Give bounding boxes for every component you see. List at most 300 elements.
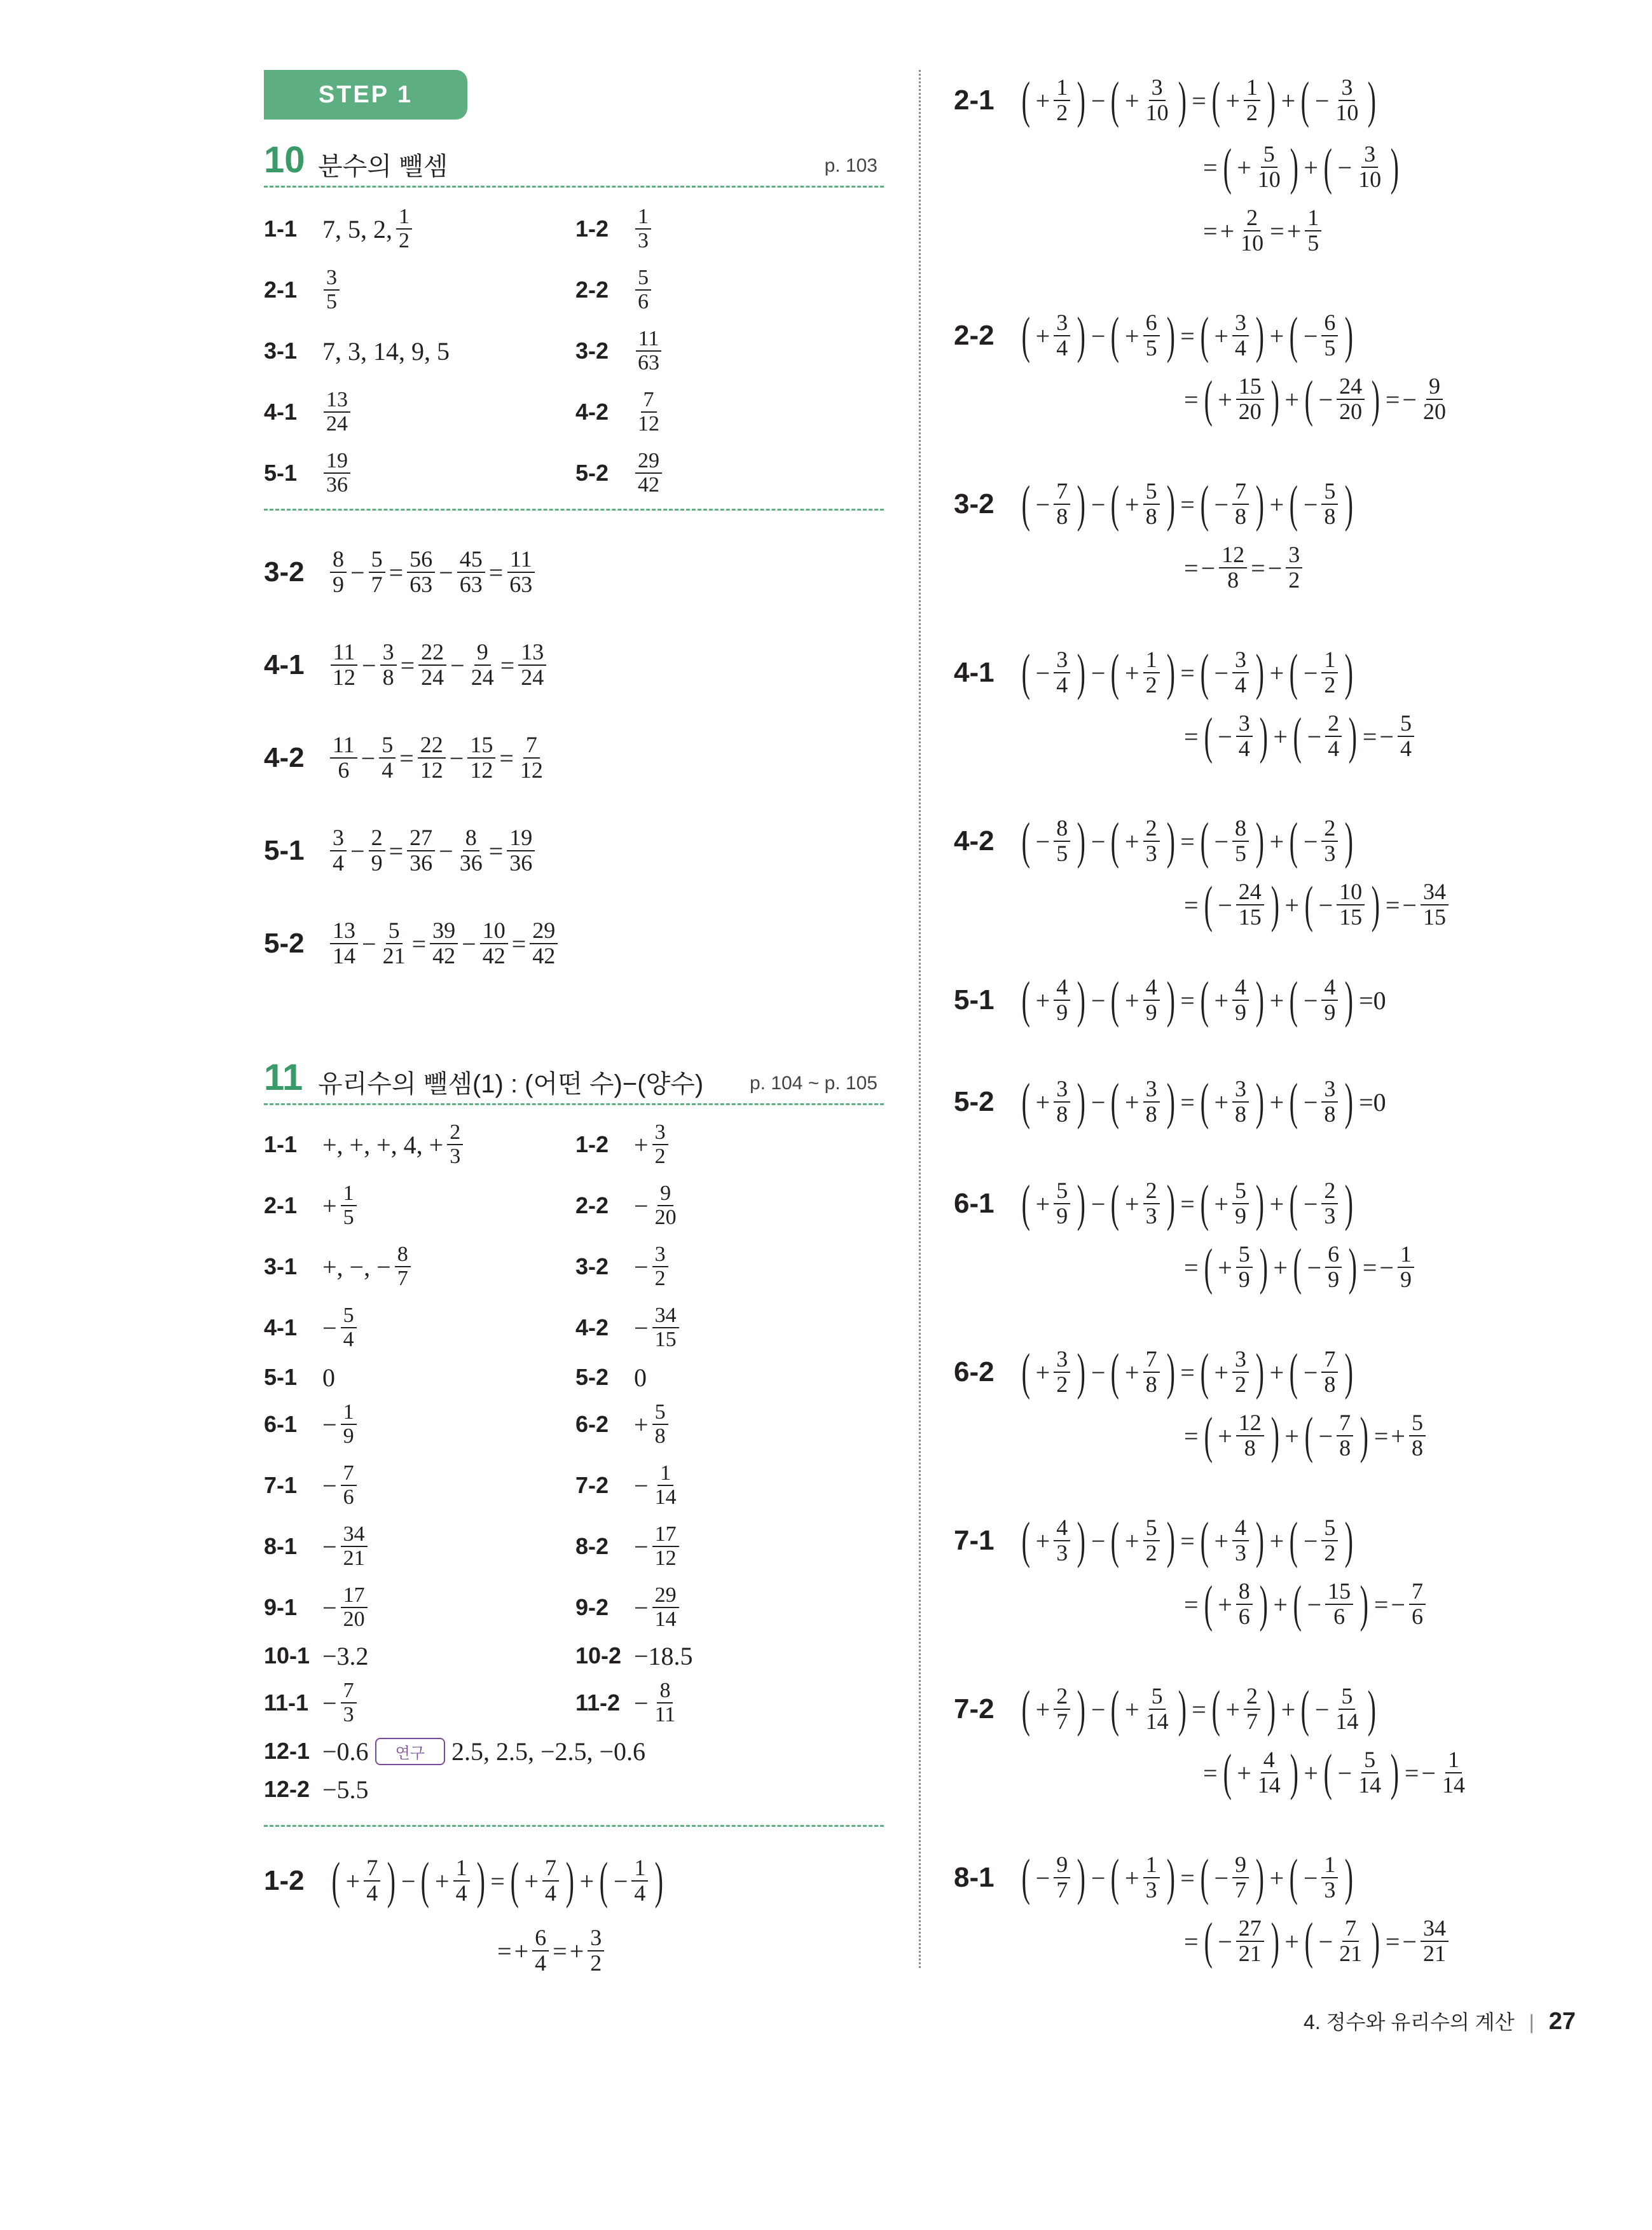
- paren: (: [1111, 1344, 1120, 1400]
- math-token: −: [1379, 1253, 1394, 1282]
- math-token: −: [1303, 1526, 1318, 1555]
- math-token: =: [1362, 722, 1377, 751]
- answer-row: [954, 474, 1358, 535]
- fraction: $\frac{3}{4}$: [1232, 311, 1249, 361]
- problem-label: 3-2: [264, 556, 305, 588]
- fraction: $\frac{1}{14}$: [654, 1461, 677, 1509]
- math-token: −: [1091, 827, 1106, 856]
- fraction: $\frac{8}{11}$: [654, 1679, 676, 1726]
- math-token: −: [634, 1593, 649, 1622]
- fraction: $\frac{3}{2}$: [588, 1926, 604, 1976]
- fraction: $\frac{3}{5}$: [324, 266, 340, 313]
- problem-label: 6-2: [954, 1356, 995, 1387]
- math-token: +: [1214, 986, 1229, 1015]
- fraction: $\frac{7}{8}$: [1054, 479, 1070, 529]
- answer-row: [575, 1175, 682, 1236]
- fraction: $\frac{3}{10}$: [1358, 141, 1382, 192]
- column-divider: [919, 70, 921, 1968]
- math-token: =: [1203, 153, 1218, 182]
- paren: ): [1077, 972, 1086, 1028]
- math-token: =: [1373, 1590, 1389, 1619]
- math-token: +: [1214, 1189, 1229, 1218]
- paren: (: [1021, 476, 1030, 532]
- paren: ): [1255, 813, 1264, 869]
- problem-label: 3-2: [575, 1253, 609, 1279]
- paren: ): [1077, 1681, 1086, 1737]
- fraction: $\frac{1}{5}$: [341, 1182, 357, 1229]
- paren: (: [1200, 1850, 1209, 1906]
- paren: (: [510, 1853, 519, 1909]
- math-token: −: [634, 1471, 649, 1500]
- math-token: =: [1251, 553, 1265, 582]
- paren: ): [655, 1853, 664, 1909]
- math-token: −: [1091, 490, 1106, 519]
- paren: (: [1304, 877, 1313, 933]
- paren: ): [387, 1853, 396, 1909]
- paren: (: [1223, 139, 1232, 195]
- paren: (: [1200, 1176, 1209, 1232]
- paren: ): [1345, 972, 1354, 1028]
- math-token: −: [350, 558, 365, 587]
- problem-label: 8-2: [575, 1533, 609, 1559]
- fraction: $\frac{1}{2}$: [1244, 76, 1260, 125]
- math-token: −: [1214, 1863, 1229, 1892]
- math-token: −: [322, 1313, 337, 1342]
- problem-label: 5-2: [954, 1086, 995, 1117]
- answer-row: [575, 1394, 671, 1455]
- fraction: $\frac{9}{20}$: [654, 1181, 677, 1229]
- math-token: +: [1218, 1590, 1232, 1619]
- paren: (: [1289, 1176, 1298, 1232]
- paren: ): [1077, 476, 1086, 532]
- paren: (: [1304, 1913, 1313, 1969]
- math-token: −: [1303, 658, 1318, 687]
- fraction: $\frac{29}{14}$: [652, 1584, 679, 1630]
- math-token: −: [634, 1532, 649, 1561]
- paren: ): [1166, 645, 1175, 701]
- fraction: $\frac{2}{3}$: [1143, 816, 1160, 866]
- math-token: +: [1284, 1927, 1299, 1956]
- math-token: =: [411, 929, 427, 958]
- math-token: 0: [634, 1363, 647, 1392]
- problem-label: 8-1: [264, 1533, 298, 1559]
- paren: (: [331, 1853, 340, 1909]
- paren: (: [1289, 645, 1298, 701]
- problem-label: 2-2: [954, 320, 995, 351]
- problem-label: 12-2: [264, 1776, 310, 1802]
- paren: ): [1077, 1513, 1086, 1569]
- math-token: +: [1218, 1421, 1232, 1450]
- answer-row: [954, 1071, 1387, 1132]
- paren: (: [1304, 371, 1313, 427]
- fraction: $\frac{7}{3}$: [341, 1679, 357, 1726]
- math-token: −: [1267, 553, 1283, 582]
- math-token: +: [1269, 490, 1284, 519]
- math-token: +: [1035, 1695, 1050, 1724]
- math-token: −: [1091, 986, 1106, 1015]
- math-token: +, +, +, 4, +: [322, 1130, 444, 1159]
- math-token: −: [1303, 827, 1318, 856]
- answer-row: [496, 1920, 607, 1981]
- problem-label: 4-2: [575, 399, 609, 425]
- fraction: $\frac{1}{2}$: [396, 205, 412, 252]
- math-token: 2.5, 2.5, −2.5, −0.6: [451, 1737, 646, 1766]
- paren: (: [1021, 1513, 1030, 1569]
- paren: (: [1021, 1681, 1030, 1737]
- paren: (: [1293, 1239, 1302, 1295]
- fraction: $\frac{5}{4}$: [1398, 712, 1414, 761]
- fraction: $\frac{9}{7}$: [1054, 1853, 1070, 1903]
- paren: ): [1259, 1576, 1268, 1632]
- answer-row: [264, 1516, 370, 1577]
- math-token: +: [1269, 1526, 1284, 1555]
- paren: ): [1390, 139, 1400, 195]
- paren: (: [1111, 813, 1120, 869]
- math-token: −: [1303, 321, 1318, 350]
- fraction: $\frac{11}{6}$: [330, 733, 357, 783]
- fraction: $\frac{7}{12}$: [520, 732, 543, 783]
- fraction: $\frac{7}{4}$: [542, 1856, 559, 1906]
- math-token: =: [1180, 986, 1195, 1015]
- math-token: −: [1214, 490, 1229, 519]
- fraction: $\frac{1}{2}$: [1143, 648, 1160, 698]
- problem-label: 7-1: [264, 1472, 298, 1498]
- answer-row: [1183, 874, 1451, 935]
- problem-label: 2-1: [264, 1192, 298, 1218]
- math-token: −: [1035, 1863, 1050, 1892]
- answer-row: [264, 198, 415, 259]
- math-token: =: [1180, 1189, 1195, 1218]
- fraction: $\frac{12}{8}$: [1219, 543, 1247, 593]
- paren: ): [1345, 1344, 1354, 1400]
- math-token: +, −, −: [322, 1252, 391, 1281]
- problem-label: 4-1: [264, 649, 305, 680]
- math-token: +: [1225, 86, 1241, 115]
- fraction: $\frac{7}{8}$: [1143, 1347, 1160, 1397]
- fraction: $\frac{1}{9}$: [1398, 1242, 1414, 1292]
- paren: ): [1255, 1513, 1264, 1569]
- fraction: $\frac{1}{9}$: [341, 1401, 357, 1447]
- math-token: +: [1304, 1758, 1318, 1787]
- paren: ): [1255, 1344, 1264, 1400]
- paren: ): [1166, 308, 1175, 364]
- math-token: +: [1035, 86, 1050, 115]
- section-11-header: [264, 1052, 884, 1105]
- paren: ): [1345, 1850, 1354, 1906]
- math-token: −: [1214, 658, 1229, 687]
- paren: (: [1111, 645, 1120, 701]
- math-token: =: [389, 836, 404, 865]
- paren: (: [1021, 72, 1030, 128]
- math-token: +: [1125, 1863, 1139, 1892]
- math-token: −: [1201, 553, 1216, 582]
- math-token: −: [634, 1252, 649, 1281]
- step-badge: STEP 1: [264, 70, 467, 120]
- fraction: $\frac{5}{8}$: [1409, 1411, 1426, 1461]
- fraction: $\frac{3}{2}$: [652, 1121, 668, 1167]
- fraction: $\frac{3}{4}$: [330, 826, 347, 876]
- paren: (: [1289, 813, 1298, 869]
- math-token: −: [1303, 1087, 1318, 1117]
- math-token: +: [1125, 1526, 1139, 1555]
- math-token: −: [1091, 1087, 1106, 1117]
- answer-row: [575, 382, 664, 443]
- fraction: $\frac{4}{3}$: [1054, 1516, 1070, 1566]
- problem-label: 2-2: [575, 1192, 609, 1218]
- section-10-header: [264, 135, 884, 188]
- math-token: −: [1337, 153, 1353, 182]
- page-number: 27: [1548, 2008, 1576, 2035]
- paren: (: [1289, 1344, 1298, 1400]
- math-token: +: [1304, 153, 1318, 182]
- math-token: +: [1125, 1695, 1139, 1724]
- math-token: −: [1218, 722, 1232, 751]
- answer-row: [1183, 1405, 1428, 1466]
- fraction: $\frac{2}{3}$: [1321, 816, 1338, 866]
- paren: (: [1111, 476, 1120, 532]
- fraction: $\frac{3}{10}$: [1335, 74, 1359, 125]
- answer-row: [264, 1114, 465, 1175]
- problem-label: 2-1: [264, 277, 298, 303]
- fraction: $\frac{4}{9}$: [1232, 975, 1249, 1025]
- fraction: $\frac{1}{2}$: [1054, 76, 1070, 125]
- answer-row: [264, 1236, 413, 1297]
- fraction: $\frac{5}{14}$: [1335, 1683, 1359, 1734]
- fraction: $\frac{7}{4}$: [364, 1856, 380, 1906]
- math-token: +: [579, 1866, 595, 1896]
- problem-label: 7-2: [575, 1472, 609, 1498]
- math-token: −: [1421, 1758, 1436, 1787]
- fraction: $\frac{2}{7}$: [1054, 1684, 1070, 1734]
- paren: (: [599, 1853, 609, 1909]
- fraction: $\frac{19}{36}$: [324, 450, 350, 496]
- fraction: $\frac{34}{15}$: [652, 1304, 679, 1351]
- math-token: −5.5: [322, 1775, 369, 1804]
- answer-row: [575, 1114, 671, 1175]
- answer-row: [264, 259, 342, 320]
- fraction: $\frac{2}{10}$: [1241, 205, 1264, 256]
- math-token: −: [1307, 1590, 1322, 1619]
- paren: (: [1021, 645, 1030, 701]
- math-token: =: [488, 836, 504, 865]
- math-token: −: [1035, 658, 1050, 687]
- answer-row: [954, 305, 1358, 366]
- paren: (: [1111, 972, 1120, 1028]
- fraction: $\frac{3}{4}$: [1236, 712, 1253, 761]
- fraction: $\frac{15}{20}$: [1236, 375, 1264, 424]
- paren: ): [1290, 1745, 1298, 1801]
- problem-label: 5-1: [954, 984, 995, 1015]
- problem-label: 4-1: [264, 1314, 298, 1340]
- paren: ): [1259, 708, 1268, 764]
- problem-label: 5-1: [264, 835, 305, 866]
- answer-row: [575, 1455, 682, 1516]
- fraction: $\frac{27}{36}$: [407, 826, 435, 876]
- math-token: +: [435, 1866, 450, 1896]
- math-token: +: [1125, 321, 1139, 350]
- fraction: $\frac{6}{5}$: [1143, 311, 1160, 361]
- fraction: $\frac{29}{42}$: [635, 450, 662, 496]
- problem-label: 1-2: [264, 1865, 305, 1896]
- fraction: $\frac{5}{8}$: [652, 1401, 668, 1447]
- answer-row: [954, 1679, 1380, 1740]
- paren: (: [1111, 308, 1120, 364]
- fraction: $\frac{15}{12}$: [467, 733, 495, 783]
- section-number: 10: [264, 139, 305, 181]
- paren: ): [1348, 708, 1358, 764]
- fraction: $\frac{3}{2}$: [1054, 1347, 1070, 1397]
- math-token: +: [1125, 1189, 1139, 1218]
- paren: (: [1200, 1513, 1209, 1569]
- math-token: +: [1035, 1526, 1050, 1555]
- paren: ): [1270, 1913, 1279, 1969]
- paren: ): [1390, 1745, 1400, 1801]
- math-token: −: [350, 836, 365, 865]
- math-token: −18.5: [634, 1641, 693, 1670]
- paren: (: [1200, 645, 1209, 701]
- answer-row: [575, 1516, 682, 1577]
- paren: ): [1371, 877, 1380, 933]
- paren: ): [1077, 1850, 1086, 1906]
- fraction: $\frac{3}{2}$: [1286, 543, 1302, 593]
- paren: ): [1255, 972, 1264, 1028]
- problem-label: 6-1: [264, 1411, 298, 1437]
- fraction: $\frac{3}{8}$: [1054, 1077, 1070, 1127]
- divider: [264, 1825, 884, 1827]
- paren: ): [1345, 1074, 1354, 1130]
- problem-label: 1-2: [575, 216, 609, 242]
- fraction: $\frac{8}{7}$: [395, 1243, 411, 1290]
- math-token: −: [1214, 827, 1229, 856]
- math-token: −: [361, 743, 376, 773]
- paren: ): [1255, 645, 1264, 701]
- paren: ): [1270, 1408, 1279, 1464]
- math-token: −: [613, 1866, 628, 1896]
- page-reference: p. 104 ~ p. 105: [749, 1073, 878, 1094]
- fraction: $\frac{1}{14}$: [1442, 1747, 1465, 1798]
- problem-label: 3-1: [264, 1253, 298, 1279]
- problem-label: 5-1: [264, 460, 298, 486]
- problem-label: 3-2: [954, 488, 995, 520]
- answer-row: [954, 70, 1380, 131]
- paren: ): [1255, 308, 1264, 364]
- answer-row: [1183, 706, 1417, 767]
- fraction: $\frac{7}{8}$: [1321, 1347, 1338, 1397]
- divider: [264, 509, 884, 511]
- fraction: $\frac{1}{4}$: [453, 1856, 470, 1906]
- math-token: +: [1125, 1358, 1139, 1387]
- math-token: +: [1125, 86, 1139, 115]
- paren: ): [1290, 139, 1298, 195]
- fraction: $\frac{2}{3}$: [1143, 1179, 1160, 1229]
- math-token: −: [439, 558, 453, 587]
- math-token: =: [490, 1866, 505, 1896]
- math-token: −: [1091, 658, 1106, 687]
- fraction: $\frac{15}{6}$: [1325, 1580, 1353, 1629]
- math-token: +: [1225, 1695, 1241, 1724]
- math-token: +: [634, 1130, 649, 1159]
- paren: (: [1300, 1681, 1310, 1737]
- fraction: $\frac{5}{14}$: [1145, 1683, 1169, 1734]
- answer-row: [264, 320, 451, 382]
- answer-row: [264, 443, 353, 504]
- math-token: −: [1314, 86, 1330, 115]
- paren: (: [1200, 1344, 1209, 1400]
- math-token: =: [1184, 1253, 1199, 1282]
- paren: (: [1021, 972, 1030, 1028]
- fraction: $\frac{1}{4}$: [631, 1856, 648, 1906]
- answer-row: [264, 820, 537, 881]
- fraction: $\frac{5}{7}$: [369, 547, 385, 597]
- answer-row: [954, 970, 1387, 1031]
- paren: (: [1021, 1176, 1030, 1232]
- problem-label: 4-1: [954, 657, 995, 688]
- answer-row: [575, 320, 664, 382]
- math-token: −: [449, 743, 464, 773]
- math-token: +: [524, 1866, 539, 1896]
- fraction: $\frac{8}{5}$: [1232, 816, 1249, 866]
- math-token: 7, 3, 14, 9, 5: [322, 336, 450, 366]
- problem-label: 5-1: [264, 1364, 298, 1390]
- fraction: $\frac{1}{2}$: [1321, 648, 1338, 698]
- math-token: −: [439, 836, 453, 865]
- paren: ): [1345, 1513, 1354, 1569]
- answer-row: [264, 1175, 359, 1236]
- math-token: =: [488, 558, 504, 587]
- paren: ): [1348, 1239, 1358, 1295]
- math-token: +: [569, 1936, 584, 1965]
- math-token: +: [1125, 1087, 1139, 1117]
- math-token: −: [1391, 1590, 1405, 1619]
- math-token: −: [1318, 1421, 1333, 1450]
- paren: (: [1204, 708, 1213, 764]
- math-token: −: [1402, 385, 1417, 414]
- math-token: +: [1035, 986, 1050, 1015]
- math-token: +: [1269, 1189, 1284, 1218]
- fraction: $\frac{5}{4}$: [379, 733, 396, 783]
- math-token: +: [514, 1936, 529, 1965]
- paren: (: [1021, 1344, 1030, 1400]
- math-token: =: [1180, 490, 1195, 519]
- math-token: −: [1307, 1253, 1322, 1282]
- paren: (: [1204, 371, 1213, 427]
- paren: (: [1200, 476, 1209, 532]
- fraction: $\frac{2}{4}$: [1325, 712, 1342, 761]
- math-token: =: [511, 929, 527, 958]
- problem-label: 11-1: [264, 1690, 309, 1716]
- answer-row: [954, 642, 1358, 703]
- answer-row: [1202, 200, 1324, 261]
- math-token: +: [1269, 321, 1284, 350]
- answer-row: [575, 1236, 671, 1297]
- fraction: $\frac{9}{20}$: [1422, 373, 1446, 424]
- answer-row: [264, 635, 549, 696]
- math-token: −: [1303, 490, 1318, 519]
- problem-label: 1-1: [264, 216, 298, 242]
- problem-label: 5-2: [575, 1364, 609, 1390]
- fraction: $\frac{3}{8}$: [1143, 1077, 1160, 1127]
- paren: (: [1289, 1513, 1298, 1569]
- math-token: −: [1379, 722, 1394, 751]
- fraction: $\frac{5}{9}$: [1054, 1179, 1070, 1229]
- math-token: −: [1091, 1189, 1106, 1218]
- fraction: $\frac{8}{9}$: [330, 547, 347, 597]
- math-token: =: [1385, 1927, 1400, 1956]
- math-token: −3.2: [322, 1641, 369, 1670]
- math-token: =: [1404, 1758, 1419, 1787]
- math-token: +: [1269, 1863, 1284, 1892]
- math-token: +: [1237, 153, 1251, 182]
